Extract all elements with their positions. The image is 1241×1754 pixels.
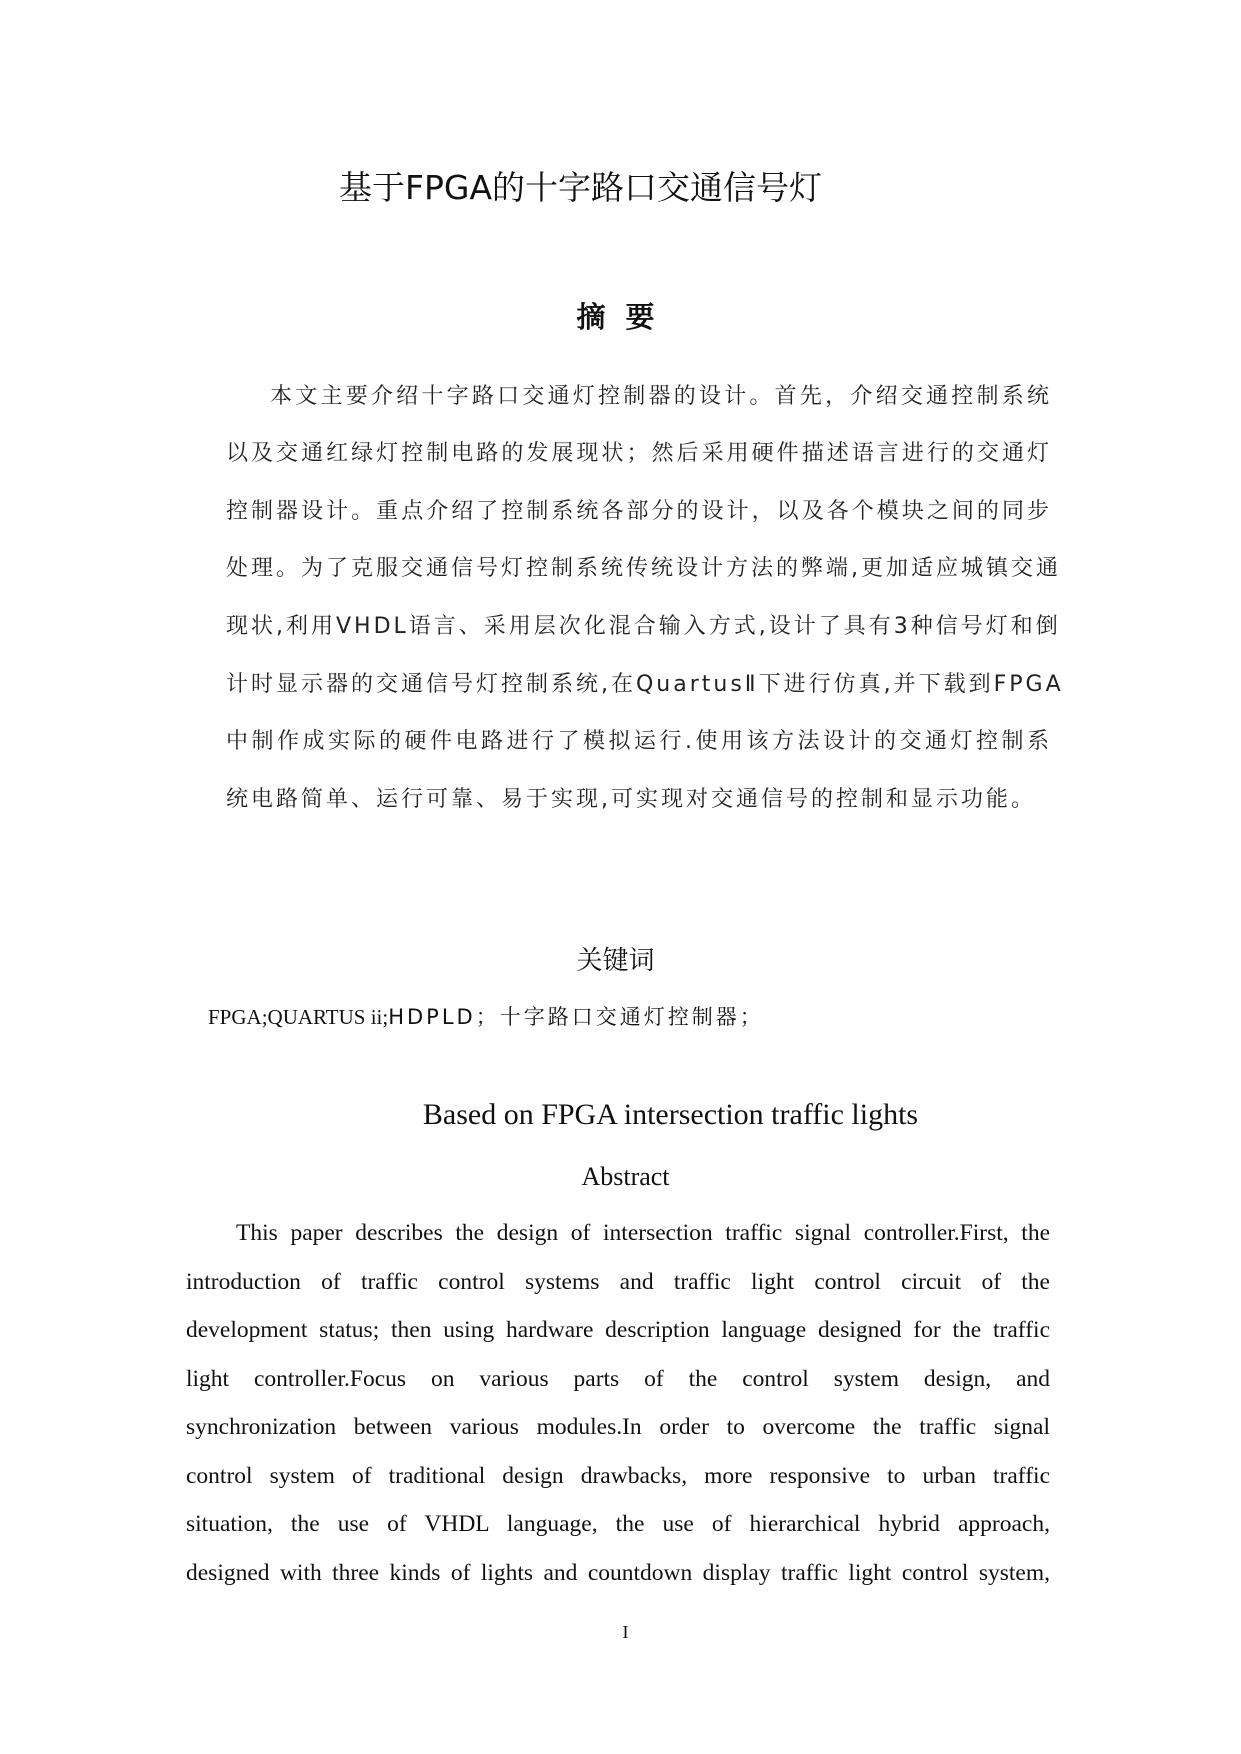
- english-abstract-heading: Abstract: [581, 1162, 670, 1191]
- chinese-abstract-line: 现状,利用VHDL语言、采用层次化混合输入方式,设计了具有3种信号灯和倒: [226, 614, 1061, 639]
- keywords-latin: FPGA;QUARTUS ii;: [208, 1005, 389, 1029]
- chinese-abstract-heading: 摘 要: [576, 300, 655, 334]
- chinese-abstract-line: 控制器设计。重点介绍了控制系统各部分的设计，以及各个模块之间的同步: [226, 499, 1052, 524]
- english-abstract-line: synchronization between various modules.In order to overcome the traffic signal: [186, 1414, 1050, 1440]
- chinese-abstract-line: 本文主要介绍十字路口交通灯控制器的设计。首先，介绍交通控制系统: [270, 384, 1052, 409]
- keywords-rest: HDPLD；十字路口交通灯控制器；: [388, 1005, 764, 1029]
- chinese-abstract-line: 统电路简单、运行可靠、易于实现,可实现对交通信号的控制和显示功能。: [226, 787, 1036, 812]
- page-number: I: [622, 1622, 629, 1642]
- keywords-heading: 关键词: [576, 946, 655, 976]
- english-abstract-line: situation, the use of VHDL language, the use of hierarchical hybrid approach,: [186, 1511, 1050, 1537]
- english-abstract-line: light controller.Focus on various parts of the control system design, and: [186, 1366, 1050, 1392]
- chinese-abstract-line: 处理。为了克服交通信号灯控制系统传统设计方法的弊端,更加适应城镇交通: [226, 556, 1061, 581]
- english-abstract-line: development status; then using hardware description language designed for the traffic: [186, 1317, 1050, 1343]
- english-abstract-line: designed with three kinds of lights and countdown display traffic light control system,: [186, 1560, 1050, 1586]
- english-abstract-line: This paper describes the design of intersection traffic signal controller.First, the: [236, 1220, 1050, 1246]
- keywords-line: [208, 1001, 764, 1031]
- chinese-abstract-line: 中制作成实际的硬件电路进行了模拟运行.使用该方法设计的交通灯控制系: [226, 729, 1052, 754]
- chinese-title: 基于FPGA的十字路口交通信号灯: [338, 168, 823, 207]
- chinese-abstract-line: 计时显示器的交通信号灯控制系统,在QuartusⅡ下进行仿真,并下载到FPGA: [226, 672, 1064, 697]
- english-abstract-line: introduction of traffic control systems and traffic light control circuit of the: [186, 1269, 1050, 1295]
- english-abstract-line: control system of traditional design drawbacks, more responsive to urban traffic: [186, 1463, 1050, 1489]
- english-title: Based on FPGA intersection traffic lights: [422, 1098, 919, 1131]
- chinese-abstract-line: 以及交通红绿灯控制电路的发展现状；然后采用硬件描述语言进行的交通灯: [226, 441, 1052, 466]
